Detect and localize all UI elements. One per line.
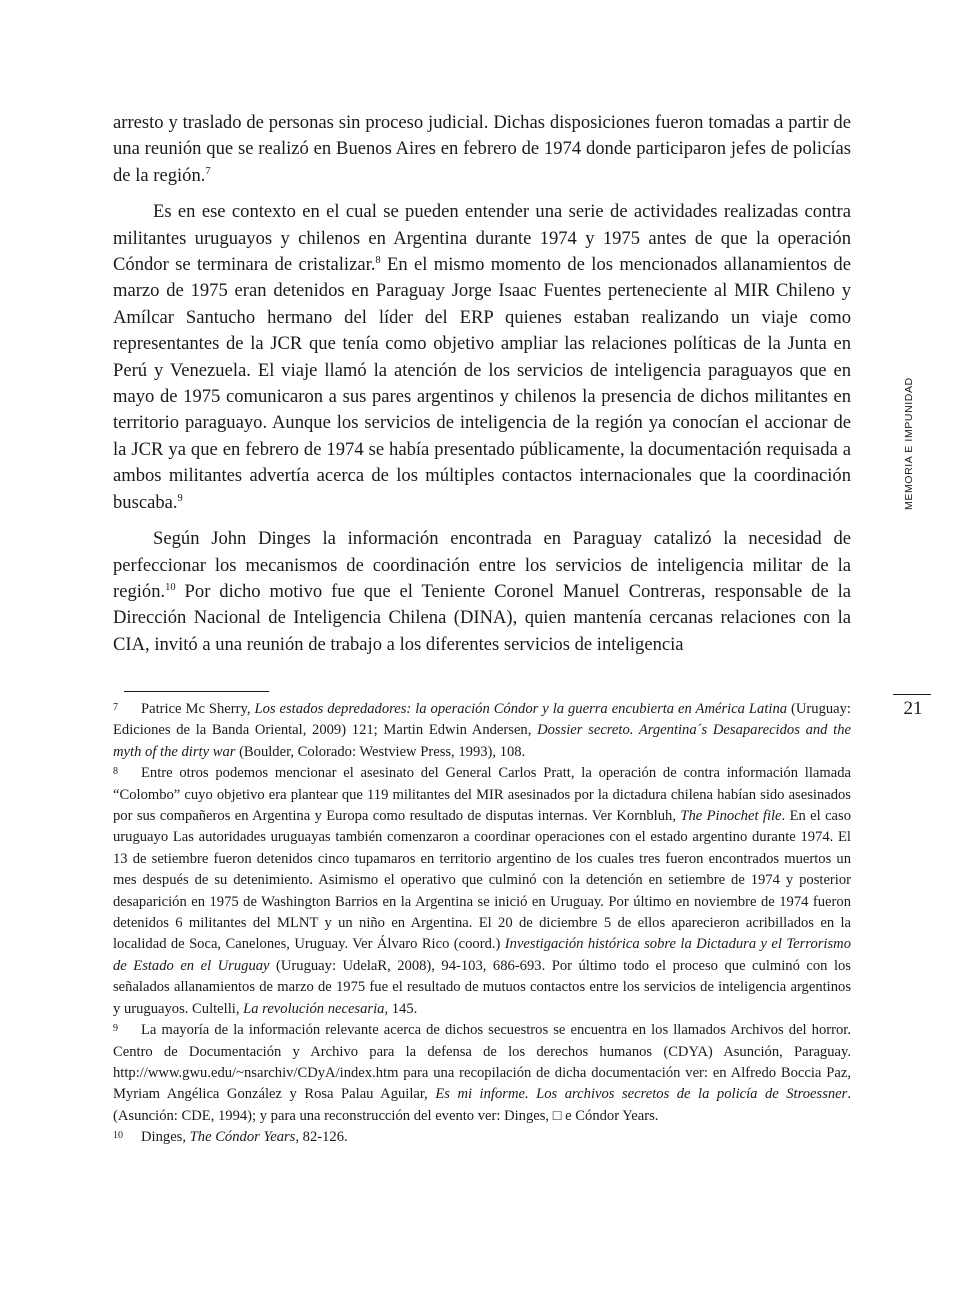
paragraph: Es en ese contexto en el cual se pueden entender una serie de actividades realizadas contra militantes uruguayos y chilenos en Argentina durante 1974 y 1975 antes de que la operación Cóndor se terminara de cristalizar.$^8$ En el mismo momento de los mencionados allanamientos de marzo de 1975 eran detenidos en Paraguay Jorge Isaac Fuentes perteneciente al MIR Chileno y Amílcar Santucho hermano del líder del ERP quienes estaban realizando un viaje como representantes de la JCR que tenía como objetivo ampliar las relaciones políticas de la Junta en Perú y Venezuela. El viaje llamó la atención de los servicios de inteligencia paraguayos que en mayo de 1975 comunicaron a sus pares argentinos y chilenos la presencia de dichos militantes en territorio paraguayo. Aunque los servicios de inteligencia de la región ya conocían el accionar de la JCR ya que en febrero de 1974 se había presentado públicamente, la documentación requisada a ambos militantes advertía acerca de los múltiples contactos internacionales que la coordinación buscaba.$^9$ [113, 201, 851, 513]
footnote: 8 Entre otros podemos mencionar el asesinato del General Carlos Pratt, la operación de contra información llamada “Colombo” cuyo objetivo era plantear que 119 militantes del MIR asesinados por la dictadura chilena habían sido asesinados por sus compañeros en Argentina y Europa como resultado de disputas internas. Ver Kornbluh, The Pinochet file. En el caso uruguayo Las autoridades uruguayas también comenzaron a coordinar operaciones con el estado argentino durante 1974. El 13 de setiembre fueron detenidos cinco tupamaros en territorio argentino de los cuales tres fueron encontrados muertos un mes después de su detenimiento. Asimismo el operativo que culminó con la detención en setiembre de 1974 y posterior desaparición en 1975 de Washington Barrios en la Argentina se inició en Uruguay. Por último en noviembre de 1974 fueron detenidos 6 militantes del MLNT y un niño en Argentina. El 20 de diciembre 5 de ellos aparecieron acribillados en la localidad de Soca, Canelones, Uruguay. Ver Álvaro Rico (coord.) Investigación histórica sobre la Dictadura y el Terrorismo de Estado en el Uruguay (Uruguay: UdelaR, 2008), 94-103, 686-693. Por último todo el proceso que culminó con los señalados allanamientos de marzo de 1975 fue el resultado de mutuos contactos entre los servicios de inteligencia argentinos y uruguayos. Cultelli, La revolución necesaria, 145. [113, 765, 852, 1017]
footnote: 7 Patrice Mc Sherry, Los estados depredadores: la operación Cóndor y la guerra encubierta en América Latina (Uruguay: Ediciones de la Banda Oriental, 2009) 121; Martin Edwin Andersen, Dossier secreto. Argentina´s Desaparecidos and the myth of the dirty war (Boulder, Colorado: Westview Press, 1993), 108. [113, 701, 851, 760]
italic-title: Dossier secreto. Argentina´s Desaparecidos and the myth of the dirty war [113, 722, 851, 760]
italic-title: The Cóndor Years [189, 1129, 296, 1146]
footnotes [113, 699, 851, 1149]
running-title: MEMORIA E IMPUNIDAD [903, 377, 915, 510]
footnote: 9 La mayoría de la información relevante acerca de dichos secuestros se encuentra en los llamados Archivos del horror. Centro de Documentación y Archivo para la defensa de los derechos humanos (CDYA) Asunción, Paraguay. http://www.gwu.edu/~nsarchiv/CDyA/index.htm para una recopilación de dicha documentación ver: en Alfredo Boccia Paz, Myriam Angélica González y Rosa Palau Aguilar, Es mi informe. Los archivos secretos de la policía de Stroessner. (Asunción: CDE, 1994); y para una reconstrucción del evento ver: Dinges, □ e Cóndor Years. [113, 1022, 851, 1124]
footnote-text: Patrice Mc Sherry, Los estados depredadores: la operación Cóndor y la guerra encubierta en América Latina (Uruguay: Ediciones de la Banda Oriental, 2009) 121; Martin Edwin Andersen, Dossier secreto. Argentina´s Desaparecidos and the myth of the dirty war (Boulder, Colorado: Westview Press, 1993), 108. [113, 701, 851, 760]
footnote-text: Dinges, The Cóndor Years, 82-126. [141, 1129, 348, 1146]
footnote-separator [124, 691, 269, 692]
footnote-ref: 8 [375, 255, 381, 267]
footnote-ref: 7 [205, 165, 211, 177]
italic-title: Es mi informe. Los archivos secretos de la policía de Stroessner [435, 1086, 848, 1103]
paragraph: Según John Dinges la información encontrada en Paraguay catalizó la necesidad de perfeccionar los mecanismos de coordinación entre los servicios de inteligencia militar de la región.$^{10}$ Por dicho motivo fue que el Teniente Coronel Manuel Contreras, responsable de la Dirección Nacional de Inteligencia Chilena (DINA), quien mantenía cercanas relaciones con la CIA, invitó a una reunión de trabajo a los diferentes servicios de inteligencia [113, 528, 851, 655]
italic-title: The Pinochet file [680, 808, 782, 825]
footnote-text: La mayoría de la información relevante acerca de dichos secuestros se encuentra en los llamados Archivos del horror. Centro de Documentación y Archivo para la defensa de los derechos humanos (CDYA) Asunción, Paraguay. http://www.gwu.edu/~nsarchiv/CDyA/index.htm para una recopilación de dicha documentación ver: en Alfredo Boccia Paz, Myriam Angélica González y Rosa Palau Aguilar, Es mi informe. Los archivos secretos de la policía de Stroessner. (Asunción: CDE, 1994); y para una reconstrucción del evento ver: Dinges, □ e Cóndor Years. [113, 1022, 851, 1124]
main-text [113, 110, 851, 668]
footnote-text: Entre otros podemos mencionar el asesinato del General Carlos Pratt, la operación de contra información llamada “Colombo” cuyo objetivo era plantear que 119 militantes del MIR asesinados por la dictadura chilena habían sido asesinados por sus compañeros en Argentina y Europa como resultado de disputas internas. Ver Kornbluh, The Pinochet file. En el caso uruguayo Las autoridades uruguayas también comenzaron a coordinar operaciones con el estado argentino durante 1974. El 13 de setiembre fueron detenidos cinco tupamaros en territorio argentino de los cuales tres fueron encontrados muertos un mes después de su detenimiento. Asimismo el operativo que culminó con la detención en setiembre de 1974 y posterior desaparición en 1975 de Washington Barrios en la Argentina se inició en Uruguay. Por último en noviembre de 1974 fueron detenidos 6 militantes del MLNT y un niño en Argentina. El 20 de diciembre 5 de ellos aparecieron acribillados en la localidad de Soca, Canelones, Uruguay. Ver Álvaro Rico (coord.) Investigación histórica sobre la Dictadura y el Terrorismo de Estado en el Uruguay (Uruguay: UdelaR, 2008), 94-103, 686-693. Por último todo el proceso que culminó con los señalados allanamientos de marzo de 1975 fue el resultado de mutuos contactos entre los servicios de inteligencia argentinos y uruguayos. Cultelli, La revolución necesaria, 145. [113, 765, 852, 1017]
page-number-rule [893, 694, 931, 695]
footnote-ref: 9 [177, 492, 183, 504]
page-number: 21 [903, 698, 923, 719]
italic-title: Investigación histórica sobre la Dictadura y el Terrorismo de Estado en el Uruguay [113, 936, 851, 974]
italic-title: Los estados depredadores: la operación Cóndor y la guerra encubierta en América Latina [254, 701, 788, 717]
footnote-ref: 10 [165, 581, 176, 593]
paragraph: arresto y traslado de personas sin proceso judicial. Dichas disposiciones fueron tomadas a partir de una reunión que se realizó en Buenos Aires en febrero de 1974 donde participaron jefes de policías de la región.$^7$ [113, 112, 851, 186]
italic-title: La revolución necesaria [243, 1000, 385, 1017]
footnote: 10 Dinges, The Cóndor Years, 82-126. [113, 1129, 348, 1146]
